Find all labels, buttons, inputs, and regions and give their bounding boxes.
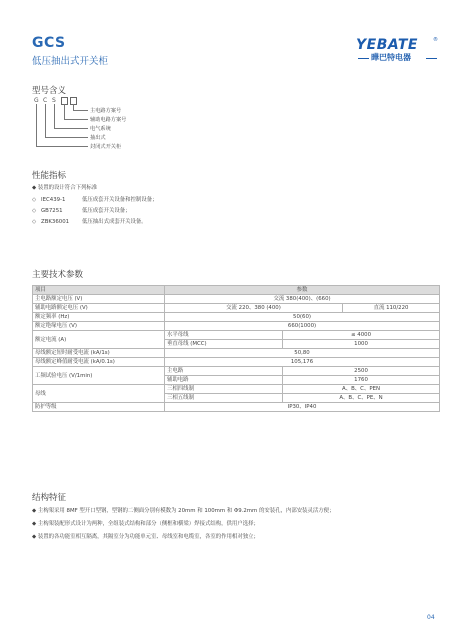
brand-logo [356, 37, 438, 67]
standards-intro: ◆ 装置的设计符合下列标准 [32, 185, 98, 191]
bracket-line [54, 128, 88, 129]
code-label: 抽出式 [90, 135, 106, 141]
row-label: 主电路额定电压 (V) [33, 295, 165, 304]
table-row [33, 295, 440, 304]
standard-desc: 低压成套开关设备； [82, 208, 131, 214]
table-row [33, 322, 440, 331]
code-letter: C [43, 97, 48, 104]
standard-code: GB7251 [41, 208, 63, 214]
structure-item: ◆ 主构架采用 8MF 型开口型钢，型钢的二侧面分别有模数为 20mm 和 100mm 和 Φ9.2mm 的安装孔，内部安装灵活方便； [32, 508, 335, 514]
section-title-structure: 结构特征 [32, 493, 67, 503]
row-sublabel: 水平母线 [165, 331, 283, 340]
bracket-line [64, 104, 65, 119]
standard-desc: 低压成套开关设备和控制设备； [82, 197, 158, 203]
row-label: 母线额定短时耐受电流 (kA/1s) [33, 349, 165, 358]
row-value: 50,80 [165, 349, 440, 358]
structure-item: ◆ 主构架装配形式设计为两种，全组装式结构和部分（侧框和横梁）焊接式结构，供用户选择； [32, 521, 259, 527]
logo-rule-left [358, 58, 369, 59]
row-label: 工频试验电压 (V/1min) [33, 367, 165, 385]
bracket-line [45, 137, 88, 138]
table-row [33, 403, 440, 412]
product-model: GCS [32, 35, 66, 51]
row-value: 1000 [283, 340, 440, 349]
row-value: 直流 110/220 [343, 304, 440, 313]
row-label: 额定频率 (Hz) [33, 313, 165, 322]
bracket-line [54, 104, 55, 128]
logo-registered-mark: ® [433, 37, 438, 43]
row-value: 1760 [283, 376, 440, 385]
table-row [33, 358, 440, 367]
logo-rule-right [426, 58, 437, 59]
standard-item [32, 206, 131, 214]
row-sublabel: 三相四线制 [165, 385, 283, 394]
row-value: 50(60) [165, 313, 440, 322]
bracket-line [64, 119, 88, 120]
structure-item: ◆ 装置的各功能室相互隔离，其隔室分为功能单元室、母线室和电缆室，各室的作用相对独立； [32, 534, 259, 540]
row-value: 105,176 [165, 358, 440, 367]
bracket-line [73, 110, 88, 111]
diamond-icon: ◇ [32, 219, 37, 225]
row-sublabel: 辅助电路 [165, 376, 283, 385]
table-row [33, 385, 440, 394]
standard-code: ZBK36001 [41, 219, 70, 225]
row-sublabel: 主电路 [165, 367, 283, 376]
table-row [33, 313, 440, 322]
row-value: ≤ 4000 [283, 331, 440, 340]
row-sublabel: 垂直母线 (MCC) [165, 340, 283, 349]
standard-desc: 低压抽出式成套开关设备。 [82, 219, 147, 225]
table-header-row [33, 286, 440, 295]
code-letter: S [52, 97, 56, 104]
row-label: 额定电流 (A) [33, 331, 165, 349]
row-value: IP30、IP40 [165, 403, 440, 412]
bracket-line [36, 146, 88, 147]
code-label: 辅助电路方案号 [90, 117, 127, 123]
standard-item [32, 195, 157, 203]
logo-chinese-name: 曄巴特电器 [371, 53, 411, 62]
spec-table [32, 285, 440, 412]
row-value: 交流 380(400)、(660) [165, 295, 440, 304]
code-label: 电气系统 [90, 126, 111, 132]
table-row [33, 367, 440, 376]
row-value: A、B、C、PEN [283, 385, 440, 394]
table-row [33, 331, 440, 340]
header-cell-param: 参数 [165, 286, 440, 295]
row-label: 防护等级 [33, 403, 165, 412]
row-value: 2500 [283, 367, 440, 376]
row-value: 交流 220、380 (400) [165, 304, 343, 313]
diamond-icon: ◇ [32, 208, 37, 214]
row-value: 660(1000) [165, 322, 440, 331]
bracket-line [45, 104, 46, 137]
row-label: 额定绝缘电压 (V) [33, 322, 165, 331]
logo-wordmark: YEBATE [356, 37, 418, 53]
code-label: 主电路方案号 [90, 108, 122, 114]
bracket-line [36, 104, 37, 146]
section-title-performance: 性能指标 [32, 171, 67, 181]
section-title-specs: 主要技术参数 [32, 270, 84, 280]
standard-item [32, 217, 147, 225]
code-label: 封闭式开关柜 [90, 144, 122, 150]
page-number: 04 [427, 614, 435, 621]
product-subtitle: 低压抽出式开关柜 [32, 56, 109, 67]
code-letter: G [34, 97, 39, 104]
diamond-icon: ◇ [32, 197, 37, 203]
table-row [33, 349, 440, 358]
row-value: A、B、C、PE、N [283, 394, 440, 403]
section-title-model-meaning: 型号含义 [32, 86, 67, 96]
standard-code: IEC439-1 [41, 197, 66, 203]
table-row [33, 304, 440, 313]
row-label: 母线额定峰值耐受电流 (kA/0.1s) [33, 358, 165, 367]
row-label: 母线 [33, 385, 165, 403]
row-sublabel: 三相五线制 [165, 394, 283, 403]
row-label: 辅助电路额定电压 (V) [33, 304, 165, 313]
header-cell-item: 项目 [33, 286, 165, 295]
